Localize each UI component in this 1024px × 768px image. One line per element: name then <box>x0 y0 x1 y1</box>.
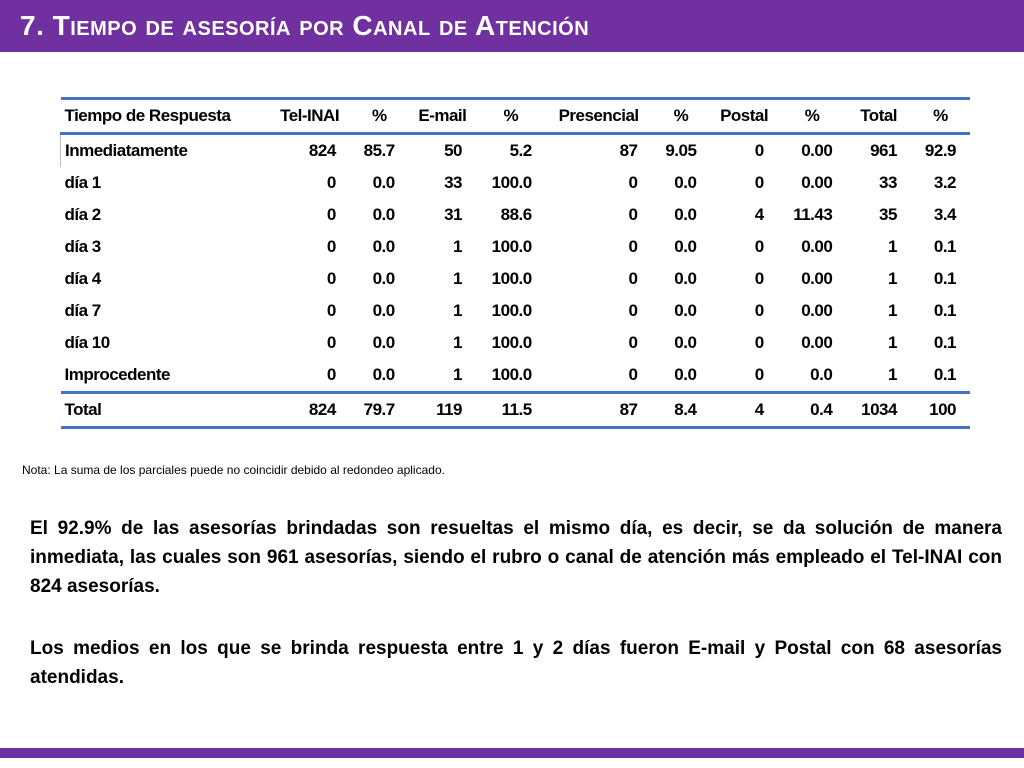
table-cell: 0 <box>628 269 638 288</box>
table-cell: 0 <box>628 365 638 384</box>
table-cell: 92.9 <box>924 141 956 160</box>
table-cell: 0 <box>754 237 764 256</box>
table-cell: 824 <box>269 393 349 428</box>
table-cell: 85.7 <box>363 141 395 160</box>
table-cell: 9.05 <box>665 141 697 160</box>
table-header-row <box>61 99 971 134</box>
table-cell: 0.4 <box>778 393 847 428</box>
table-cell: 0.0 <box>674 173 697 192</box>
table-cell: 0.0 <box>674 269 697 288</box>
table-cell: 0.0 <box>674 205 697 224</box>
table-cell: 33 <box>444 173 463 192</box>
row-label: día 4 <box>64 269 101 288</box>
row-label: Total <box>61 393 270 428</box>
table-cell: 1 <box>453 365 463 384</box>
table-cell: 100.0 <box>491 269 532 288</box>
table-total-row <box>61 393 971 428</box>
table-cell: 0.00 <box>801 173 833 192</box>
table-cell: 5.2 <box>509 141 532 160</box>
table-cell: 0.0 <box>674 365 697 384</box>
table-cell: 0 <box>754 269 764 288</box>
bottom-bar <box>0 748 1024 758</box>
row-label: día 7 <box>64 301 101 320</box>
table-cell: 50 <box>444 141 463 160</box>
table-row <box>61 295 971 327</box>
table-cell: 31 <box>444 205 463 224</box>
table-cell: 1 <box>887 365 897 384</box>
table-cell: 100.0 <box>491 301 532 320</box>
table-row <box>61 263 971 295</box>
table-cell: 87 <box>619 141 638 160</box>
table-cell: 0 <box>628 173 638 192</box>
table-cell: 0.0 <box>810 365 833 384</box>
table-cell: 0.1 <box>933 301 956 320</box>
table-cell: 0.00 <box>801 141 833 160</box>
row-label: día 2 <box>64 205 101 224</box>
row-label: día 10 <box>64 333 110 352</box>
table-row <box>61 167 971 199</box>
table-row <box>61 327 971 359</box>
table-cell: 0.0 <box>372 301 395 320</box>
table-cell: 0 <box>754 365 764 384</box>
table-cell: 100 <box>911 393 970 428</box>
table-cell: 961 <box>870 141 897 160</box>
table-cell: 0.00 <box>801 301 833 320</box>
table-cell: 0 <box>326 301 336 320</box>
title-bar <box>0 0 1024 52</box>
row-label: Improcedente <box>64 365 170 384</box>
table-cell: 8.4 <box>651 393 710 428</box>
table-cell: 0.0 <box>372 269 395 288</box>
summary-paragraph: Los medios en los que se brinda respuesta entre 1 y 2 días fueron E-mail y Postal con 68 asesorías atendidas. <box>30 638 1002 688</box>
column-header: % <box>350 99 409 134</box>
table-cell: 1 <box>453 333 463 352</box>
column-header: % <box>476 99 546 134</box>
table-cell: 100.0 <box>491 173 532 192</box>
response-time-table <box>60 97 970 429</box>
table-cell: 79.7 <box>350 393 409 428</box>
table-cell: 0 <box>326 173 336 192</box>
table-cell: 119 <box>409 393 476 428</box>
table-cell: 0.0 <box>372 333 395 352</box>
table-cell: 0 <box>628 237 638 256</box>
table-cell: 100.0 <box>491 365 532 384</box>
column-header: % <box>651 99 710 134</box>
table-cell: 0 <box>326 333 336 352</box>
table-cell: 1 <box>453 269 463 288</box>
table-cell: 4 <box>710 393 777 428</box>
table-cell: 0.00 <box>801 269 833 288</box>
slide-title: 7. Tiempo de asesoría por Canal de Atención <box>20 10 590 41</box>
table-cell: 3.2 <box>933 173 956 192</box>
table-cell: 0.1 <box>933 237 956 256</box>
table-cell: 0 <box>326 205 336 224</box>
table-cell: 0 <box>754 301 764 320</box>
summary-paragraph: El 92.9% de las asesorías brindadas son resueltas el mismo día, es decir, se da solución de manera inmediata, las cuales son 961 asesorías, siendo el rubro o canal de atención más empleado el Tel-INAI con 824 asesorías. <box>30 518 1002 597</box>
column-header: % <box>778 99 847 134</box>
table-cell: 824 <box>308 141 336 160</box>
table-cell: 0.0 <box>372 205 395 224</box>
table-cell: 0 <box>628 301 638 320</box>
table-cell: 100.0 <box>491 237 532 256</box>
row-label: Inmediatamente <box>61 134 270 168</box>
column-header: % <box>911 99 970 134</box>
table-cell: 0.0 <box>674 333 697 352</box>
table-cell: 4 <box>754 205 764 224</box>
table-cell: 0.1 <box>933 365 956 384</box>
column-header: Tiempo de Respuesta <box>61 99 270 134</box>
table-cell: 0 <box>326 237 336 256</box>
table-cell: 1 <box>453 237 463 256</box>
table-cell: 1034 <box>846 393 911 428</box>
table-cell: 11.43 <box>793 205 833 224</box>
table-row <box>61 231 971 263</box>
table-cell: 87 <box>546 393 652 428</box>
table-cell: 0 <box>754 173 764 192</box>
row-label: día 1 <box>64 173 101 192</box>
row-label: día 3 <box>64 237 101 256</box>
column-header: E-mail <box>409 99 476 134</box>
table-cell: 33 <box>879 173 897 192</box>
table-cell: 0.0 <box>372 365 395 384</box>
table-cell: 1 <box>887 237 897 256</box>
table-cell: 1 <box>453 301 463 320</box>
table-cell: 88.6 <box>500 205 532 224</box>
table-cell: 0 <box>326 269 336 288</box>
column-header: Presencial <box>546 99 652 134</box>
table-cell: 1 <box>887 301 897 320</box>
table-cell: 0.1 <box>933 269 956 288</box>
table-cell: 0.00 <box>801 237 833 256</box>
table-cell: 0 <box>326 365 336 384</box>
table-cell: 1 <box>887 333 897 352</box>
table-cell: 0 <box>628 205 638 224</box>
table-cell: 3.4 <box>933 205 956 224</box>
table-cell: 0.0 <box>372 173 395 192</box>
table-row <box>61 359 971 393</box>
column-header: Tel-INAI <box>269 99 349 134</box>
table-note: Nota: La suma de los parciales puede no coincidir debido al redondeo aplicado. <box>22 463 445 477</box>
table-row <box>61 199 971 231</box>
table-cell: 35 <box>879 205 897 224</box>
table-cell: 0 <box>754 141 764 160</box>
table-cell: 100.0 <box>491 333 532 352</box>
table-cell: 0 <box>628 333 638 352</box>
column-header: Total <box>846 99 911 134</box>
table-cell: 1 <box>887 269 897 288</box>
table-cell: 11.5 <box>476 393 546 428</box>
table-cell: 0.00 <box>801 333 833 352</box>
table-cell: 0.0 <box>674 237 697 256</box>
table-cell: 0.0 <box>674 301 697 320</box>
table-cell: 0.0 <box>372 237 395 256</box>
table-row <box>61 134 971 168</box>
table-cell: 0.1 <box>933 333 956 352</box>
table-cell: 0 <box>754 333 764 352</box>
table-body <box>61 134 971 428</box>
column-header: Postal <box>710 99 777 134</box>
